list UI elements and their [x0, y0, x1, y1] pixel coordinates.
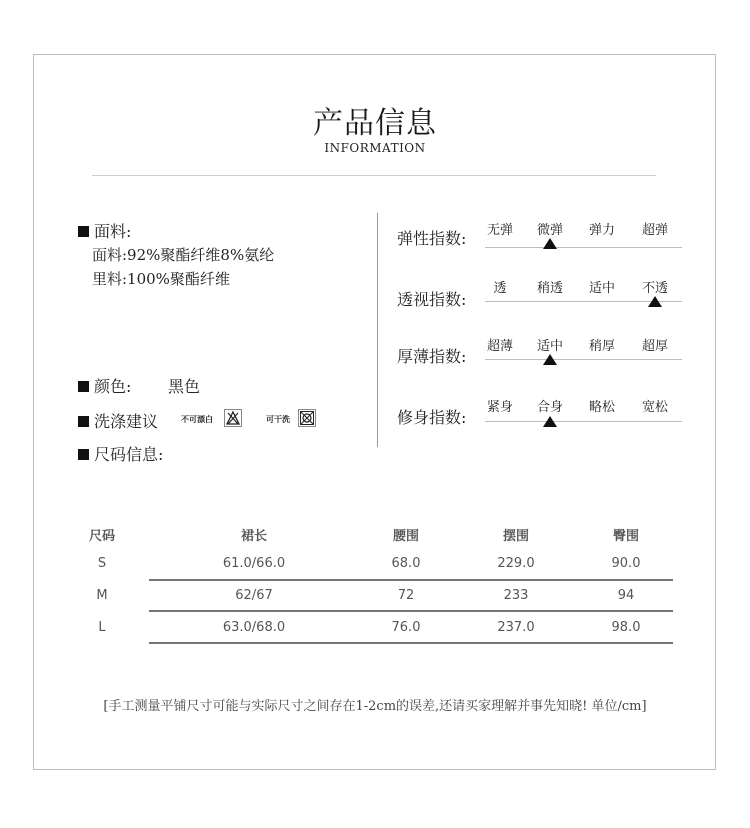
fabric-line-lining: 里料:100%聚酯纤维 — [92, 270, 230, 288]
thickness-scale-line — [485, 359, 682, 360]
table-header-size: 尺码 — [88, 529, 115, 544]
color-heading-text: 颜色: — [94, 377, 132, 396]
fit-marker — [543, 416, 557, 427]
table-row-divider — [149, 642, 673, 644]
fit-option: 合身 — [536, 400, 563, 415]
elasticity-option: 无弹 — [486, 223, 513, 238]
column-divider — [377, 213, 378, 447]
thickness-label: 厚薄指数: — [397, 347, 467, 366]
elasticity-option: 微弹 — [536, 223, 563, 238]
dry-clean-icon — [298, 409, 316, 427]
thickness-option: 超厚 — [641, 339, 668, 354]
thickness-option: 稍厚 — [588, 339, 615, 354]
thickness-option: 超薄 — [486, 339, 513, 354]
table-cell: 237.0 — [497, 620, 535, 635]
table-cell: 72 — [397, 588, 415, 603]
bullet-square-icon — [78, 416, 89, 427]
size-heading-text: 尺码信息: — [94, 445, 164, 464]
table-header-waist: 腰围 — [392, 529, 419, 544]
transparency-label: 透视指数: — [397, 290, 467, 309]
table-header-hem: 摆围 — [502, 529, 529, 544]
table-cell: S — [97, 556, 107, 571]
table-cell: 98.0 — [611, 620, 641, 635]
fabric-heading — [78, 219, 131, 242]
page-subtitle: INFORMATION — [324, 141, 426, 155]
transparency-option: 稍透 — [536, 281, 563, 296]
page-title: 产品信息 — [313, 106, 437, 141]
no-bleach-icon — [224, 409, 242, 427]
table-cell: 61.0/66.0 — [222, 556, 286, 571]
bullet-square-icon — [78, 381, 89, 392]
elasticity-marker — [543, 238, 557, 249]
no-bleach-label: 不可漂白 — [181, 415, 213, 424]
transparency-marker — [648, 296, 662, 307]
title-divider — [92, 175, 656, 176]
elasticity-option: 超弹 — [641, 223, 668, 238]
table-cell: M — [96, 588, 108, 603]
fabric-line-shell: 面料:92%聚酯纤维8%氨纶 — [92, 246, 275, 264]
elasticity-scale-line — [485, 247, 682, 248]
fit-label: 修身指数: — [397, 408, 467, 427]
table-header-length: 裙长 — [240, 529, 267, 544]
table-header-hip: 臀围 — [612, 529, 639, 544]
transparency-option: 不透 — [641, 281, 668, 296]
bullet-square-icon — [78, 226, 89, 237]
wash-heading-text: 洗涤建议 — [94, 412, 159, 431]
size-heading — [78, 442, 163, 465]
elasticity-option: 弹力 — [588, 223, 615, 238]
color-value: 黑色 — [168, 377, 201, 396]
table-cell: L — [98, 620, 106, 635]
table-cell: 68.0 — [391, 556, 421, 571]
table-cell: 233 — [503, 588, 529, 603]
elasticity-label: 弹性指数: — [397, 229, 467, 248]
fit-scale-line — [485, 421, 682, 422]
dry-clean-label: 可干洗 — [266, 415, 290, 424]
wash-heading — [78, 409, 158, 432]
table-cell: 62/67 — [235, 588, 273, 603]
fit-option: 紧身 — [486, 400, 513, 415]
measurement-note: [手工测量平铺尺寸可能与实际尺寸之间存在1-2cm的误差,还请买家理解并事先知晓! 单位/cm] — [103, 699, 647, 714]
fabric-heading-text: 面料: — [94, 222, 132, 241]
transparency-option: 适中 — [588, 281, 615, 296]
table-cell: 90.0 — [611, 556, 641, 571]
thickness-marker — [543, 354, 557, 365]
table-row-divider — [149, 610, 673, 612]
table-cell: 63.0/68.0 — [222, 620, 286, 635]
transparency-option: 透 — [493, 281, 507, 296]
fit-option: 宽松 — [641, 400, 668, 415]
bullet-square-icon — [78, 449, 89, 460]
table-row-divider — [149, 579, 673, 581]
fit-option: 略松 — [588, 400, 615, 415]
table-cell: 94 — [617, 588, 635, 603]
color-heading — [78, 374, 131, 397]
table-cell: 229.0 — [497, 556, 535, 571]
thickness-option: 适中 — [536, 339, 563, 354]
table-cell: 76.0 — [391, 620, 421, 635]
